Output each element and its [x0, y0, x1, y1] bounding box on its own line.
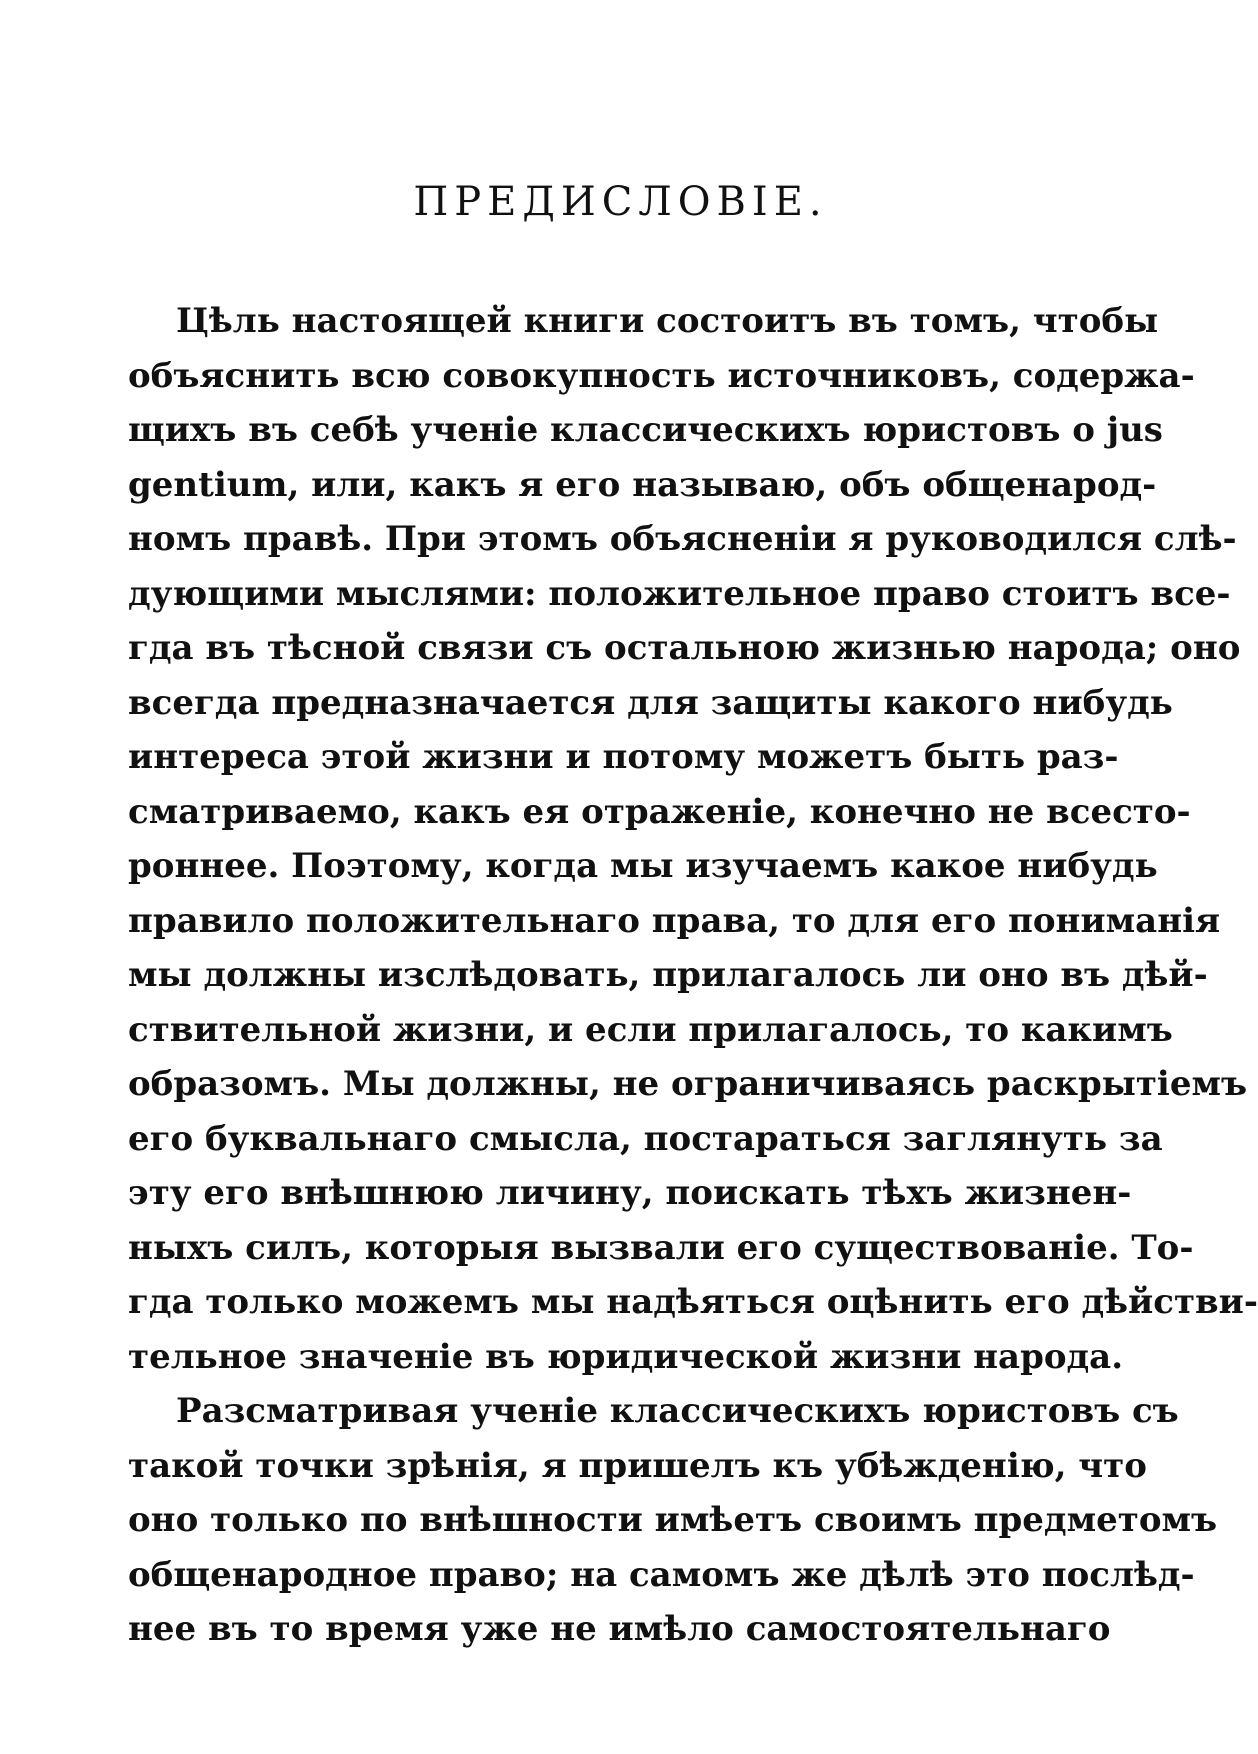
text-line: общенародное право; на самомъ же дѣлѣ это послѣд-	[128, 1554, 1195, 1595]
page-title: ПРЕДИСЛОВIЕ.	[413, 179, 828, 225]
text-line: объяснить всю совокупность источниковъ, содержа-	[128, 355, 1195, 396]
text-line: правило положительнаго права, то для его пониманiя	[128, 900, 1221, 941]
text-line: гда въ тѣсной связи съ остальною жизнью народа; оно	[128, 628, 1241, 668]
text-line: всегда предназначается для защиты какого нибудь	[128, 682, 1173, 723]
text-line: нее въ то время уже не имѣло самостоятельнаго	[128, 1609, 1111, 1649]
text-line: ствительной жизни, и если прилагалось, то какимъ	[128, 1009, 1173, 1050]
body-text	[128, 294, 1258, 1657]
paragraph-2	[128, 1384, 1218, 1657]
text-line: ныхъ силъ, которыя вызвали его существованiе. То-	[128, 1227, 1194, 1268]
text-line: Цѣль настоящей книги состоитъ въ томъ, чтобы	[176, 301, 1159, 341]
text-line: эту его внѣшнюю личину, поискать тѣхъ жизнен-	[128, 1173, 1132, 1213]
text-line: сматриваемо, какъ ея отраженiе, конечно не всесто-	[128, 791, 1191, 832]
text-line: роннее. Поэтому, когда мы изучаемъ какое нибудь	[128, 846, 1158, 886]
text-line: интереса этой жизни и потому можетъ быть раз-	[128, 737, 1119, 777]
text-line: щихъ въ себѣ ученiе классическихъ юристовъ о jus	[128, 410, 1163, 450]
paragraph-1	[128, 294, 1258, 1384]
text-line: такой точки зрѣнiя, я пришелъ къ убѣжденiю, что	[128, 1445, 1147, 1486]
text-line: мы должны изслѣдовать, прилагалось ли оно въ дѣй-	[128, 955, 1208, 995]
text-line: номъ правѣ. При этомъ объясненiи я руководился слѣ-	[128, 519, 1237, 559]
text-line: гда только можемъ мы надѣяться оцѣнить его дѣйстви-	[128, 1282, 1258, 1322]
text-line: оно только по внѣшности имѣетъ своимъ предметомъ	[128, 1500, 1218, 1540]
text-line: его буквальнаго смысла, постараться заглянуть за	[128, 1118, 1163, 1159]
text-line: gentium, или, какъ я его называю, объ общенарод-	[128, 464, 1157, 505]
text-line: образомъ. Мы должны, не ограничиваясь раскрытiемъ	[128, 1064, 1248, 1104]
text-line: тельное значенiе въ юридической жизни народа.	[128, 1336, 1124, 1377]
text-line: Разсматривая ученiе классическихъ юристовъ съ	[176, 1391, 1179, 1431]
text-line: дующими мыслями: положительное право стоитъ все-	[128, 573, 1231, 614]
